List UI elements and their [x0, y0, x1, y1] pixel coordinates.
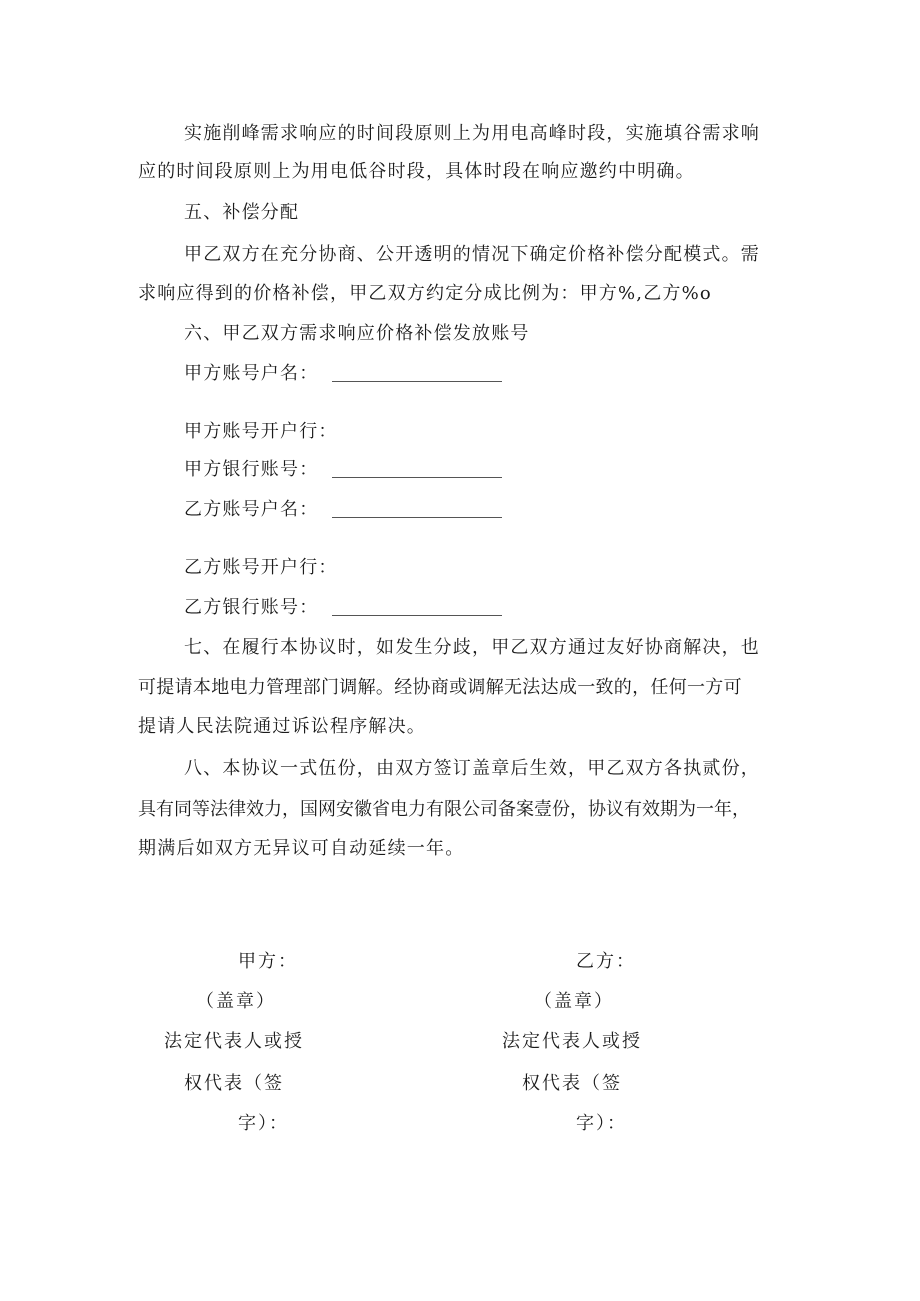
- party-a-label: 甲方：: [238, 951, 298, 972]
- party-a-representative-line3: 字）：: [238, 1113, 289, 1134]
- party-a-representative-line2: 权代表（签: [184, 1073, 284, 1094]
- account-number-label-a: 甲方银行账号：: [184, 459, 319, 480]
- party-a-representative-line1: 法定代表人或授: [164, 1031, 304, 1052]
- account-number-blank-a[interactable]: [332, 477, 502, 478]
- account-name-blank-b[interactable]: [332, 517, 502, 518]
- account-name-label-a: 甲方账号户名：: [184, 363, 319, 384]
- paragraph-line: 甲乙双方在充分协商、公开透明的情况下确定价格补偿分配模式。需: [184, 244, 760, 265]
- party-b-seal: （盖章）: [534, 991, 614, 1012]
- paragraph-line: 七、在履行本协议时，如发生分歧，甲乙双方通过友好协商解决，也: [184, 637, 760, 658]
- party-a-seal: （盖章）: [196, 991, 276, 1012]
- paragraph-line: 实施削峰需求响应的时间段原则上为用电高峰时段，实施填谷需求响: [184, 123, 760, 144]
- paragraph-line: 可提请本地电力管理部门调解。经协商或调解无法达成一致的，任何一方可: [138, 677, 742, 698]
- account-name-blank-a[interactable]: [332, 381, 502, 382]
- party-b-representative-line3: 字）：: [576, 1113, 627, 1134]
- bank-label-a: 甲方账号开户行：: [184, 421, 338, 442]
- account-number-blank-b[interactable]: [332, 615, 502, 616]
- paragraph-line: 八、本协议一式伍份，由双方签订盖章后生效，甲乙双方各执贰份，: [184, 758, 760, 779]
- account-number-label-b: 乙方银行账号：: [184, 597, 319, 618]
- section-heading: 五、补偿分配: [184, 202, 300, 223]
- party-b-label: 乙方：: [576, 951, 636, 972]
- paragraph-line: 求响应得到的价格补偿，甲乙双方约定分成比例为：甲方%,乙方%o: [138, 283, 712, 304]
- section-heading: 六、甲乙双方需求响应价格补偿发放账号: [184, 323, 530, 344]
- paragraph-line: 提请人民法院通过诉讼程序解决。: [138, 716, 426, 737]
- party-b-representative-line2: 权代表（签: [522, 1073, 622, 1094]
- party-b-representative-line1: 法定代表人或授: [502, 1031, 642, 1052]
- paragraph-line: 具有同等法律效力，国网安徽省电力有限公司备案壹份，协议有效期为一年，: [138, 799, 750, 820]
- account-name-label-b: 乙方账号户名：: [184, 499, 319, 520]
- paragraph-line: 期满后如双方无异议可自动延续一年。: [138, 838, 465, 859]
- bank-label-b: 乙方账号开户行：: [184, 557, 338, 578]
- paragraph-line: 应的时间段原则上为用电低谷时段，具体时段在响应邀约中明确。: [138, 161, 695, 182]
